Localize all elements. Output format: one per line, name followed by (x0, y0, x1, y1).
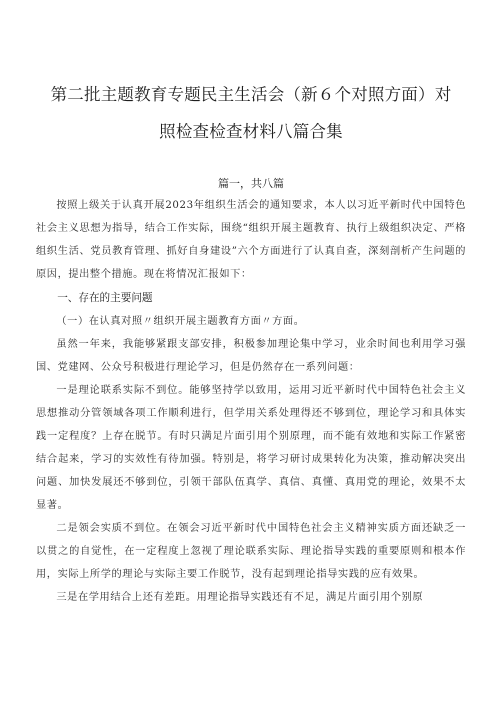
section-label: 篇一，共八篇 (218, 177, 284, 190)
title-line-2: 照检查检查材料八篇合集 (159, 122, 343, 141)
intro-paragraph: 按照上级关于认真开展2023年组织生活会的通知要求，本人以习近平新时代中国特色社会主义思想为指导，结合工作实际，围绕“组织开展主题教育、执行上级组织决定、严格组织生活、党员教育管理、抓好自身建设”六个方面进行了认真自查，深刻剖析产生问题的原因，提出整个措施。现在将情况汇报如下： (36, 200, 466, 280)
subheading-theme-education: （一）在认真对照〃组织开展主题教育方面〃方面。 (56, 316, 305, 327)
document-title (36, 76, 466, 150)
paragraph-essence: 二是领会实质不到位。在领会习近平新时代中国特色社会主义精神实质方面还缺乏一以贯之的自觉性，在一定程度上忽视了理论联系实际、理论指导实践的重要原则和根本作用，实际上所学的理论与实际主要工作脱节，没有起到理论指导实践的应有效果。 (36, 523, 466, 580)
paragraph-theory-practice: 一是理论联系实际不到位。能够坚持学以致用，运用习近平新时代中国特色社会主义思想推动分管领域各项工作顺利进行，但学用关系处理得还不够到位，理论学习和具体实践一定程度？上存在脱节。有时只满足片面引用个别原理，而不能有效地和实际工作紧密结合起来，学习的实效性有待加强。特别是，将学习研讨成果转化为决策，推动解决突出问题、加快发展还不够到位，引领干部队伍真学、真信、真懂、真用党的理论，效果不太显著。 (36, 385, 466, 511)
title-line-1: 第二批主题教育专题民主生活会（新６个对照方面）对 (50, 85, 452, 104)
paragraph-study-application: 三是在学用结合上还有差距。用理论指导实践还有不足，满足片面引用个别原 (56, 592, 424, 603)
heading-main-problems: 一、存在的主要问题 (57, 292, 153, 304)
paragraph-study: 虽然一年来，我能够紧跟支部安排，积极参加理论集中学习，业余时间也利用学习强国、党建网、公众号积极进行理论学习，但是仍然存在一系列问题： (36, 339, 466, 373)
